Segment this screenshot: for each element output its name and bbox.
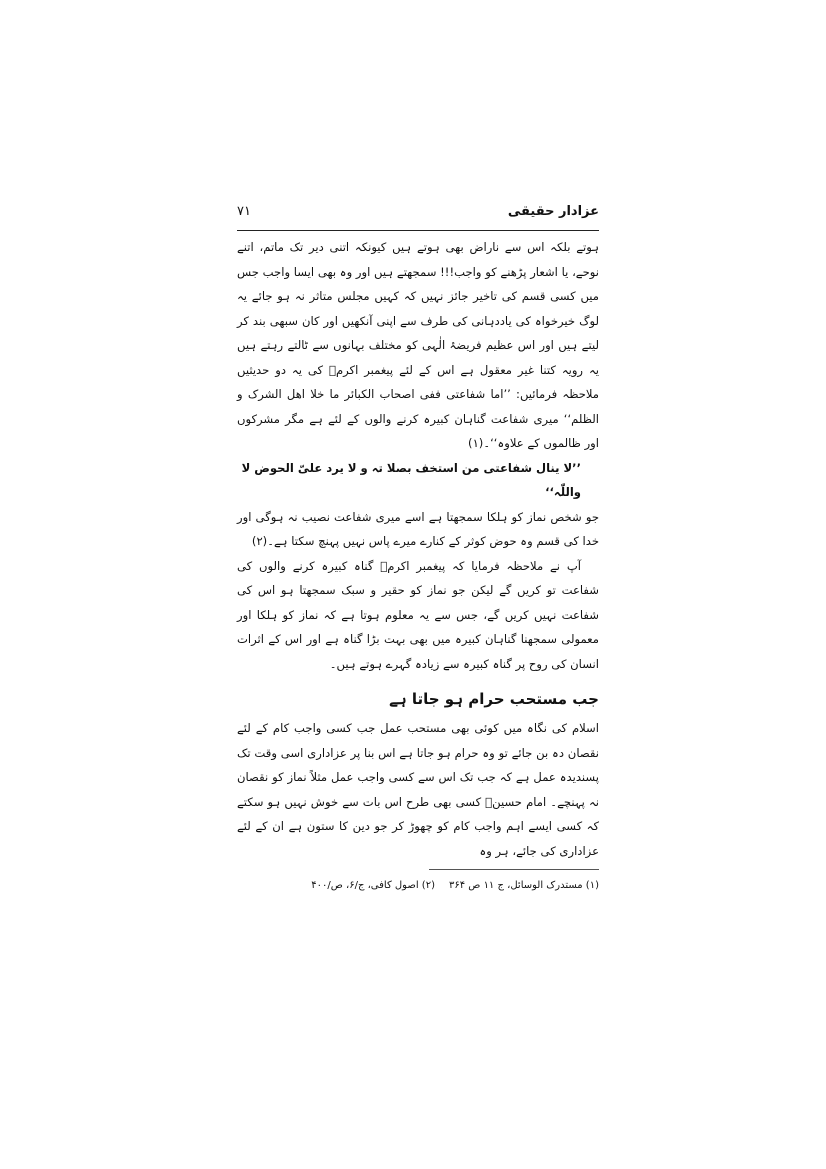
hadith-quote: ’’لا ینال شفاعتی من استخف بصلا تہ و لا یرد علیّ الحوض لا واللّٰہ‘‘ [241,460,581,499]
page-number: ۷۱ [237,204,251,219]
body-paragraph-1: ہوتے بلکہ اس سے ناراض بھی ہوتے ہیں کیونکہ اتنی دیر تک ماتم، اتنے نوحے، یا اشعار پڑھنے کو واجب!!! سمجھتے ہیں اور وہ بھی ایسا واجب جس میں کسی قسم کی تاخیر جائز نہیں کہ کہیں مجلس متاثر نہ ہو جائے یہ لوگ خیرخواہ کی یاددہانی کی طرف سے اپنی آنکھیں اور کان سبھی بند کر لیتے ہیں اور اس عظیم فریضۂ الٰہی کو مختلف بہانوں سے ٹالتے رہتے ہیں یہ رویہ کتنا غیر معقول ہے اس کے لئے پیغمبر اکرمؐ کی یہ دو حدیثیں ملاحظہ فرمائیں: ’’اما شفاعتی ففی اصحاب الکبائر ما خلا اھل الشرک و الظلم‘‘ میری شفاعت گناہان کبیرہ کرنے والوں کے لئے ہے مگر مشرکوں اور ظالموں کے علاوہ‘‘۔(۱) [237,240,599,450]
header-rule [237,230,599,231]
body-paragraph-2: جو شخص نماز کو ہلکا سمجھتا ہے اسے میری شفاعت نصیب نہ ہوگی اور خدا کی قسم وہ حوض کوثر کے کنارے میرے پاس نہیں پہنچ سکتا ہے۔(۲) [237,509,599,548]
running-title: عزادار حقیقی [507,204,599,219]
book-page [237,204,599,891]
footnote-2: (۲) اصول کافی، ج/۶، ص/۴۰۰ [311,880,435,891]
body-paragraph-3: آپ نے ملاحظہ فرمایا کہ پیغمبر اکرمؐ گناہ کبیرہ کرنے والوں کی شفاعت تو کریں گے لیکن جو نماز کو حقیر و سبک سمجھتا ہو اس کی شفاعت نہیں کریں گے، جس سے یہ معلوم ہوتا ہے کہ نماز کو ہلکا اور معمولی سمجھنا گناہان کبیرہ میں بھی بہت بڑا گناہ ہے اور اس کے اثرات انسان کی روح پر گناہ کبیرہ سے زیادہ گہرے ہوتے ہیں۔ [237,558,599,671]
section-heading: جب مستحب حرام ہو جاتا ہے [389,690,599,708]
page-header [237,204,599,230]
body-paragraph-4: اسلام کی نگاہ میں کوئی بھی مستحب عمل جب کسی واجب کام کے لئے نقصان دہ بن جائے تو وہ حرام ہو جاتا ہے اس بنا پر عزاداری اسی وقت تک پسندیدہ عمل ہے کہ جب تک اس سے کسی واجب عمل مثلاً نماز کو نقصان نہ پہنچے۔ امام حسینؑ کسی بھی طرح اس بات سے خوش نہیں ہو سکتے کہ کسی ایسے اہم واجب کام کو چھوڑ کر جو دین کا ستون ہے ان کے لئے عزاداری کی جائے، ہر وہ [237,721,599,858]
footnote-1: (۱) مستدرک الوسائل، ج ۱۱ ص ۳۶۴ [448,880,599,891]
footnotes [237,880,599,891]
footnote-rule [429,869,599,870]
